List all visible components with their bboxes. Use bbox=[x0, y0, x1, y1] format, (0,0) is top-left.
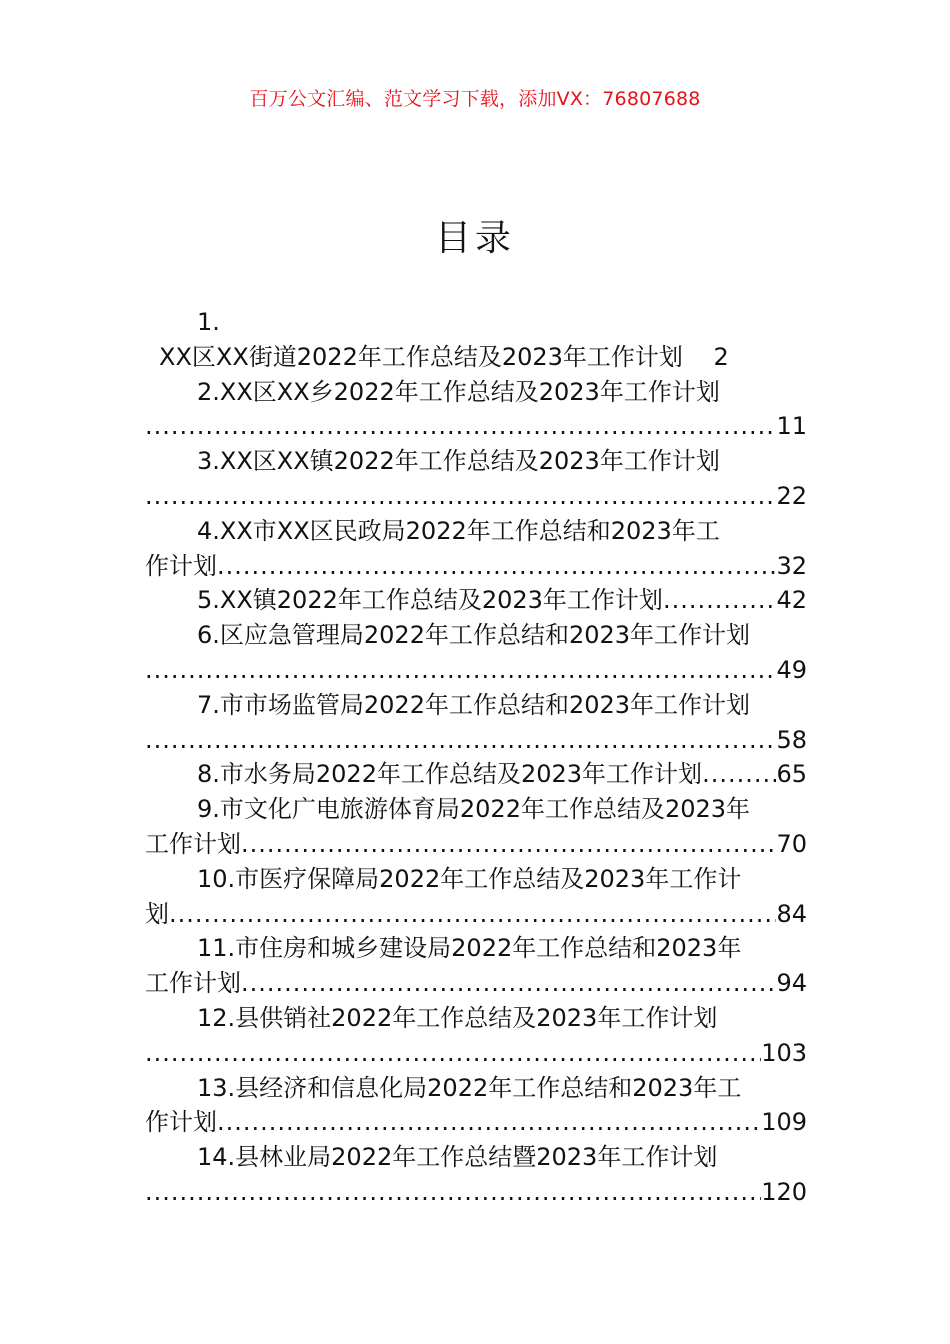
toc-entry[interactable] bbox=[145, 931, 807, 1001]
toc-entry-number: 1. bbox=[197, 308, 220, 336]
toc-entry-line bbox=[145, 966, 807, 1001]
dot-leader bbox=[169, 897, 776, 932]
dot-leader bbox=[145, 1036, 761, 1071]
toc-entry-line bbox=[145, 757, 807, 792]
toc-entry[interactable] bbox=[145, 862, 807, 932]
toc-entry[interactable] bbox=[145, 444, 807, 514]
dot-leader bbox=[145, 1175, 761, 1210]
dot-leader bbox=[241, 827, 776, 862]
header-note: 百万公文汇编、范文学习下载，添加VX：76807688 bbox=[249, 88, 701, 110]
dot-leader bbox=[217, 549, 776, 584]
toc-entry-line bbox=[145, 409, 807, 444]
toc-entry-text: 5.XX镇2022年工作总结及2023年工作计划 bbox=[197, 586, 663, 615]
toc-entry[interactable] bbox=[145, 792, 807, 862]
toc-entry-page: 120 bbox=[761, 1177, 807, 1206]
dot-leader bbox=[145, 479, 776, 514]
table-of-contents bbox=[145, 305, 807, 1210]
toc-entry-text-cont: 作计划 bbox=[145, 1108, 217, 1137]
toc-entry[interactable] bbox=[145, 757, 807, 792]
dot-leader bbox=[241, 966, 776, 1001]
toc-entry-text: 14.县林业局2022年工作总结暨2023年工作计划 bbox=[197, 1143, 718, 1172]
toc-entry-page: 84 bbox=[776, 899, 807, 928]
toc-entry-page: 49 bbox=[776, 655, 807, 684]
toc-entry-text: 10.市医疗保障局2022年工作总结及2023年工作计 bbox=[197, 864, 742, 893]
toc-entry[interactable] bbox=[145, 375, 807, 445]
toc-entry[interactable] bbox=[145, 583, 807, 618]
toc-entry-text-cont: 工作计划 bbox=[145, 829, 241, 858]
toc-entry-text: 3.XX区XX镇2022年工作总结及2023年工作计划 bbox=[197, 447, 720, 476]
toc-entry-line bbox=[145, 340, 807, 375]
toc-entry[interactable] bbox=[145, 514, 807, 584]
toc-entry-text: XX区XX街道2022年工作总结及2023年工作计划 bbox=[159, 342, 683, 371]
dot-leader bbox=[663, 583, 777, 618]
toc-entry-line bbox=[145, 549, 807, 584]
toc-entry-text-cont: 作计划 bbox=[145, 551, 217, 580]
toc-entry-page: 70 bbox=[776, 829, 807, 858]
toc-entry[interactable] bbox=[145, 1071, 807, 1141]
toc-entry[interactable] bbox=[145, 688, 807, 758]
toc-entry-text: 13.县经济和信息化局2022年工作总结和2023年工 bbox=[197, 1073, 742, 1102]
dot-leader bbox=[145, 409, 776, 444]
toc-entry-page: 109 bbox=[761, 1108, 807, 1137]
toc-entry-page: 2 bbox=[713, 342, 729, 371]
toc-entry-line bbox=[145, 583, 807, 618]
toc-entry[interactable] bbox=[145, 618, 807, 688]
dot-leader bbox=[145, 723, 776, 758]
toc-entry-page: 32 bbox=[776, 551, 807, 580]
toc-entry-text-cont: 工作计划 bbox=[145, 969, 241, 998]
toc-entry-text: 2.XX区XX乡2022年工作总结及2023年工作计划 bbox=[197, 377, 720, 406]
toc-entry-text: 6.区应急管理局2022年工作总结和2023年工作计划 bbox=[197, 621, 751, 650]
toc-entry-text: 7.市市场监管局2022年工作总结和2023年工作计划 bbox=[197, 690, 751, 719]
toc-entry-line bbox=[145, 653, 807, 688]
toc-entry-line bbox=[145, 1105, 807, 1140]
toc-entry-line bbox=[145, 1175, 807, 1210]
page-title: 目录 bbox=[434, 218, 515, 259]
dot-leader bbox=[217, 1105, 761, 1140]
toc-entry-line bbox=[145, 897, 807, 932]
toc-entry-page: 103 bbox=[761, 1038, 807, 1067]
toc-entry-page: 42 bbox=[776, 586, 807, 615]
toc-entry-page: 22 bbox=[776, 481, 807, 510]
toc-entry-page: 58 bbox=[776, 725, 807, 754]
toc-entry-text: 8.市水务局2022年工作总结及2023年工作计划 bbox=[197, 760, 703, 789]
toc-entry-text-cont: 划 bbox=[145, 899, 169, 928]
toc-entry-text: 4.XX市XX区民政局2022年工作总结和2023年工 bbox=[197, 516, 720, 545]
toc-entry[interactable] bbox=[145, 305, 807, 375]
toc-entry-line bbox=[145, 723, 807, 758]
toc-entry-text: 9.市文化广电旅游体育局2022年工作总结及2023年 bbox=[197, 795, 751, 824]
toc-entry-text: 11.市住房和城乡建设局2022年工作总结和2023年 bbox=[197, 934, 742, 963]
toc-entry[interactable] bbox=[145, 1001, 807, 1071]
toc-entry-page: 65 bbox=[776, 760, 807, 789]
toc-entry-line bbox=[145, 479, 807, 514]
dot-leader bbox=[702, 757, 776, 792]
toc-entry-page: 11 bbox=[776, 412, 807, 441]
toc-entry[interactable] bbox=[145, 1140, 807, 1210]
dot-leader bbox=[145, 653, 776, 688]
toc-entry-line bbox=[145, 1036, 807, 1071]
toc-entry-text: 12.县供销社2022年工作总结及2023年工作计划 bbox=[197, 1003, 718, 1032]
toc-entry-line bbox=[145, 827, 807, 862]
toc-entry-page: 94 bbox=[776, 969, 807, 998]
